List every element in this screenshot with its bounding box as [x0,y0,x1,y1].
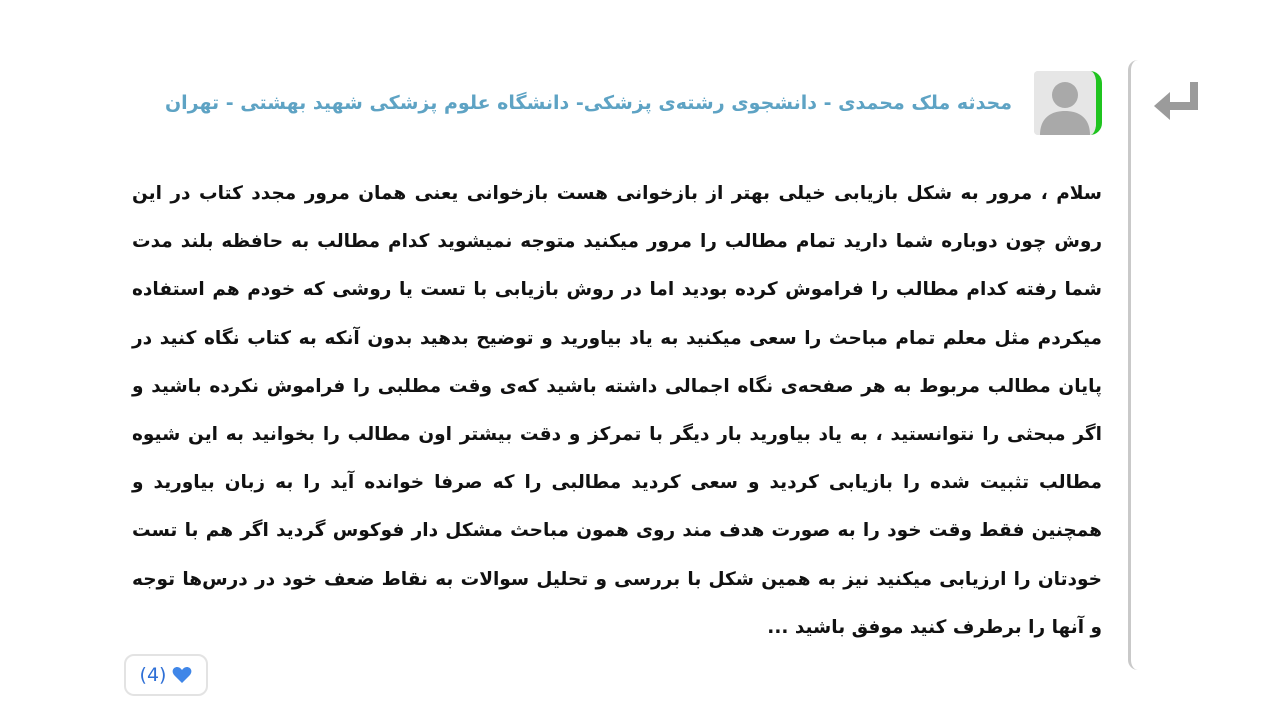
heart-icon [172,666,192,684]
reply-arrow-icon[interactable] [1148,72,1208,128]
like-button[interactable] [124,654,208,696]
author-name[interactable]: محدثه ملک محمدی - دانشجوی رشته‌ی پزشکی- دانشگاه علوم پزشکی شهید بهشتی - تهران [164,92,1012,114]
comment-body: سلام ، مرور به شکل بازیابی خیلی بهتر از بازخوانی هست بازخوانی یعنی همان مرور مجدد کتاب در این روش چون دوباره شما دارید تمام مطالب را مرور میکنید متوجه نمیشوید کدام مطالب به حافظه بلند مدت شما رفته کدام مطالب را فراموش کرده بودید اما در روش بازیابی با تست یا روشی که خودم هم استفاده میکردم مثل معلم تمام مباحث را سعی میکنید به یاد بیاورید و توضیح بدهید بدون آنکه به کتاب نگاه کنید در پایان مطالب مربوط به هر صفحه‌ی نگاه اجمالی داشته باشید که‌ی وقت مطلبی را فراموش نکرده باشید و اگر مبحثی را نتوانستید ، به یاد بیاورید بار دیگر با تمرکز و دقت بیشتر اون مطالب را بخوانید به این شیوه مطالب تثبیت شده را بازیابی کردید و سعی کردید مطالبی را که صرفا خوانده آید را به زبان بیاورید و همچنین فقط وقت خود را به صورت هدف مند روی همون مباحث مشکل دار فوکوس گردید اگر هم با تست خودتان را ارزیابی میکنید نیز به همین شکل با بررسی و تحلیل سوالات به نقاط ضعف خود در درس‌ها توجه و آنها را برطرف کنید موفق باشید ... [132,183,1102,638]
user-avatar-icon [1034,71,1102,135]
like-count: (4) [139,664,167,686]
thread-line [1128,60,1138,670]
comment-header [165,68,1102,138]
comment-card [110,62,1102,702]
